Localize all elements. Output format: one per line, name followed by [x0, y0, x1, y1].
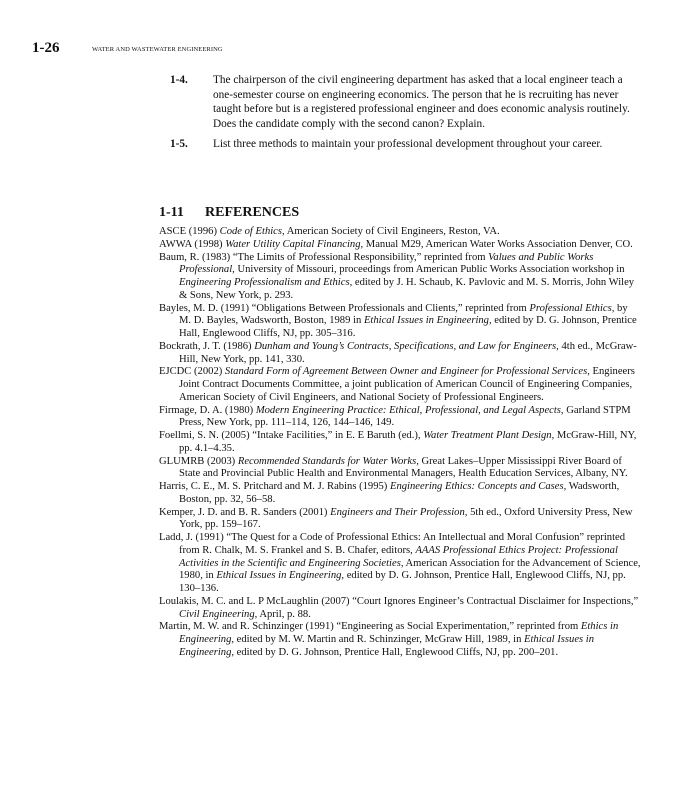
reference-text: University of Missouri, proceedings from American Public Works Association workshop in — [234, 264, 625, 276]
reference-text: Loulakis, M. C. and L. P McLaughlin (2007) “Court Ignores Engineer’s Contractual Disclaimer for Inspections,” — [159, 595, 639, 607]
reference-text: GLUMRB (2003) — [159, 455, 238, 467]
reference-title: Recommended Standards for Water Works, — [237, 455, 419, 467]
reference-text: Great Lakes–Upper Mississippi River Board of State and Provincial Public Health and Environmental Managers, Health Education Services, Albany, NY. — [179, 455, 628, 480]
reference-title: Engineering Ethics: Concepts and Cases, — [389, 481, 567, 492]
problem-list — [170, 73, 640, 152]
reference-text: Foellmi, S. N. (2005) “Intake Facilities,” in E. E Baruth (ed.), — [159, 430, 424, 441]
reference-title: Ethical Issues in Engineering, — [216, 570, 345, 582]
reference-entry — [159, 226, 641, 239]
reference-text: Engineers Joint Contract Documents Committee, a joint publication of American Council of Engineering Companies, American Society of Civil Engineers, and National Society of Professional Engineers. — [179, 366, 635, 403]
reference-text: American Society of Civil Engineers, Reston, VA. — [284, 226, 500, 237]
reference-text: edited by D. G. Johnson, Prentice Hall, Englewood Cliffs, NJ, pp. 200–201. — [234, 646, 559, 658]
reference-title: Ethical Issues in Engineering, — [363, 315, 492, 327]
reference-text: Bockrath, J. T. (1986) — [159, 340, 255, 352]
reference-text: EJCDC (2002) — [159, 366, 225, 378]
reference-title: Code of Ethics, — [219, 226, 285, 237]
reference-text: edited by D. G. Johnson, Prentice Hall, Englewood Cliffs, NJ, pp. 130–136. — [179, 570, 626, 594]
reference-title: Ethics in Engineering, — [179, 621, 619, 645]
reference-text: Firmage, D. A. (1980) — [159, 404, 256, 416]
section-number: 1-11 — [159, 205, 184, 220]
problem-number: 1-5. — [170, 138, 188, 151]
reference-entry — [159, 303, 641, 341]
reference-text: Baum, R. (1983) “The Limits of Professional Responsibility,” reprinted from — [159, 251, 489, 263]
reference-title: Professional Ethics, — [529, 302, 615, 314]
reference-title: Standard Form of Agreement Between Owner and Engineer for Professional Services, — [224, 366, 590, 378]
reference-text: Martin, M. W. and R. Schinzinger (1991) “Engineering as Social Experimentation,” reprinted from — [159, 621, 581, 633]
problem-text: List three methods to maintain your professional development throughout your career. — [213, 138, 603, 151]
reference-text: edited by M. W. Martin and R. Schinzinger, McGraw Hill, 1989, in — [234, 634, 525, 645]
reference-title: Civil Engineering, — [179, 608, 258, 620]
reference-text: 5th ed., Oxford University Press, New York, pp. 159–167. — [179, 506, 633, 531]
reference-text: 4th ed., McGraw-Hill, New York, pp. 141, 330. — [179, 340, 637, 365]
reference-text: ASCE (1996) — [159, 226, 220, 237]
reference-title: Modern Engineering Practice: Ethical, Professional, and Legal Aspects, — [255, 404, 564, 416]
problem-item — [170, 73, 640, 131]
reference-entry — [159, 341, 641, 367]
reference-title: Water Utility Capital Financing, — [225, 238, 364, 250]
reference-text: Wadsworth, Boston, pp. 32, 56–58. — [179, 481, 620, 505]
reference-title: Ethical Issues in Engineering, — [179, 634, 595, 658]
reference-entry — [159, 481, 641, 507]
reference-text: Kemper, J. D. and B. R. Sanders (2001) — [159, 506, 331, 518]
reference-text: Harris, C. E., M. S. Pritchard and M. J. Rabins (1995) — [159, 481, 390, 492]
reference-text: AWWA (1998) — [159, 238, 226, 250]
reference-title: AAAS Professional Ethics Project: Professional Activities in the Scientific and Engineering Societies, — [179, 544, 618, 569]
reference-entry — [159, 430, 641, 456]
reference-text: edited by D. G. Johnson, Prentice Hall, Englewood Cliffs, NJ, pp. 305–316. — [179, 315, 637, 339]
reference-title: Engineers and Their Profession, — [330, 506, 468, 518]
reference-entry — [159, 456, 641, 482]
reference-title: Water Treatment Plant Design, — [423, 430, 555, 441]
reference-title: Engineering Professionalism and Ethics, — [179, 277, 353, 288]
reference-text: American Association for the Advancement of Science, 1980, in — [179, 557, 641, 582]
page-header — [32, 40, 657, 58]
reference-entry — [159, 621, 641, 659]
page-number: 1-26 — [32, 40, 60, 56]
running-head: WATER AND WASTEWATER ENGINEERING — [92, 46, 223, 53]
problem-number: 1-4. — [170, 74, 188, 86]
problem-text: The chairperson of the civil engineering department has asked that a local engineer teach a one-semester course on engineering economics. The person that he is recruiting has never taught before but is a registered professional engineer and does economic analysis routinely. Does the candidate comply with the second canon? Explain. — [213, 74, 630, 130]
reference-entry — [159, 532, 641, 596]
reference-entry — [159, 252, 641, 303]
reference-entry — [159, 596, 641, 622]
reference-text: Manual M29, American Water Works Association Denver, CO. — [363, 238, 633, 250]
reference-text: edited by J. H. Schaub, K. Pavlovic and M. S. Morris, John Wiley & Sons, New York, p. 293. — [179, 277, 635, 301]
reference-title: Values and Public Works Professional, — [179, 251, 594, 276]
reference-text: April, p. 88. — [257, 608, 311, 620]
section-title: REFERENCES — [205, 205, 300, 220]
reference-text: Ladd, J. (1991) “The Quest for a Code of Professional Ethics: An Intellectual and Moral Confusion” reprinted from R. Chalk, M. S. Frankel and S. B. Chafer, editors, — [159, 532, 626, 556]
reference-text: Bayles, M. D. (1991) “Obligations Between Professionals and Clients,” reprinted from — [159, 302, 530, 314]
reference-text: McGraw-Hill, NY, pp. 4.1–4.35. — [179, 430, 637, 454]
problem-item — [170, 137, 640, 152]
reference-text: Garland STPM Press, New York, pp. 111–114, 126, 144–146, 149. — [179, 404, 631, 429]
reference-entry — [159, 239, 641, 252]
reference-entry — [159, 405, 641, 431]
reference-list — [159, 226, 641, 660]
reference-entry — [159, 507, 641, 533]
reference-entry — [159, 366, 641, 404]
reference-text: by M. D. Bayles, Wadsworth, Boston, 1989 in — [179, 302, 628, 327]
section-heading — [159, 205, 299, 221]
reference-title: Dunham and Young’s Contracts, Specifications, and Law for Engineers, — [254, 340, 559, 352]
